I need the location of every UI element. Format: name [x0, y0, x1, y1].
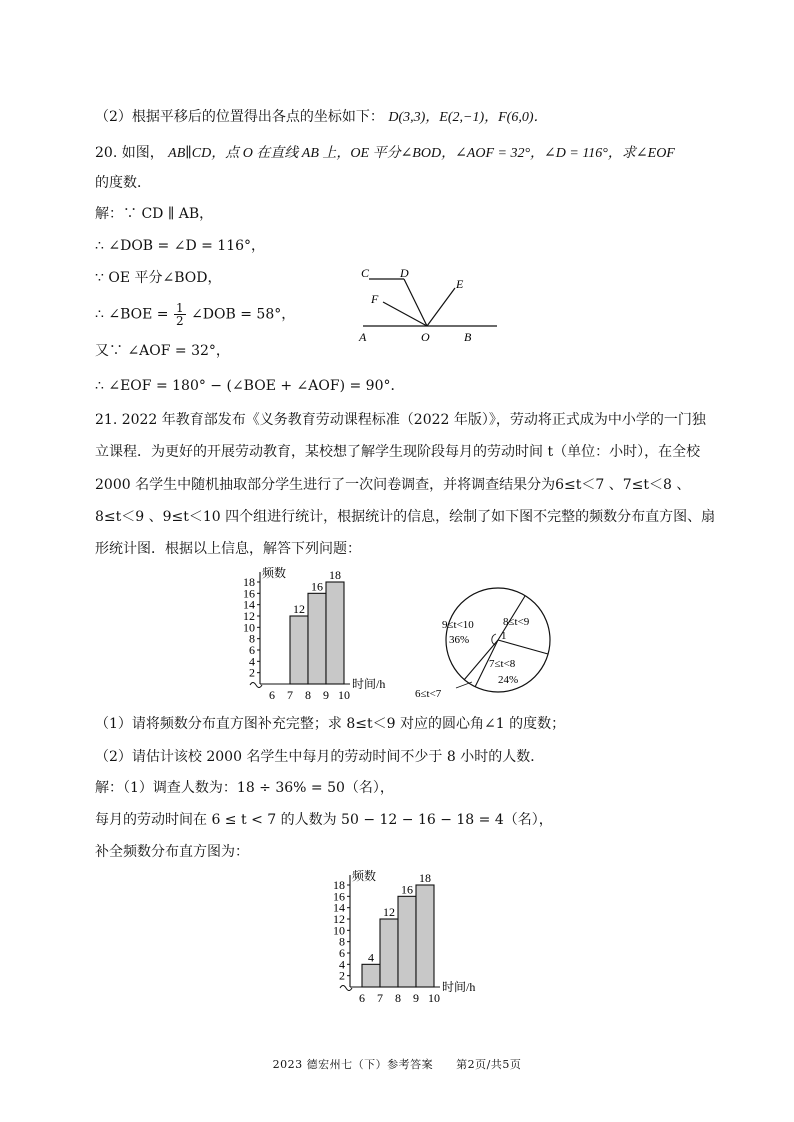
y-tick-label: 12	[333, 912, 345, 926]
y-tick-label: 14	[243, 597, 255, 612]
q20-solution-step5: 又∵ ∠AOF = 32°，	[95, 343, 230, 359]
label-a: A	[359, 330, 367, 344]
label-c: C	[361, 266, 370, 280]
q20-statement-line2: 的度数．	[95, 175, 151, 191]
q19-2-text: （2）根据平移后的位置得出各点的坐标如下：	[95, 109, 384, 125]
q21-statement-line4: 8≤t＜9 、9≤t＜10 四个组进行统计，根据统计的信息，绘制了如下图不完整的频数分布直方图、扇	[95, 509, 716, 525]
histogram-incomplete	[228, 564, 398, 704]
y-tick-label: 10	[333, 923, 345, 938]
ray-of	[383, 302, 427, 326]
q21-subquestion-1: （1）请将频数分布直方图补充完整；求 8≤t＜9 对应的圆心角∠1 的度数；	[95, 716, 566, 732]
x-tick-label: 9	[323, 688, 329, 702]
slice-6-7-label: 6≤t<7	[415, 688, 442, 700]
histogram-bar	[326, 582, 344, 684]
q21-answer-line2: 每月的劳动时间在 6 ≤ t < 7 的人数为 50 − 12 − 16 − 18 = 4（名），	[95, 812, 553, 828]
q21-subquestion-2: （2）请估计该校 2000 名学生中每月的劳动时间不少于 8 小时的人数．	[95, 749, 545, 765]
slice-9-10-percent: 36%	[449, 634, 470, 646]
text-line-q19-2	[95, 107, 548, 128]
q20-conditions: AB∥CD，点 O 在直线 AB 上，OE 平分∠BOD，∠AOF = 32°，∠D = 116°，求∠EOF	[168, 146, 675, 161]
bar-value-label: 4	[368, 950, 374, 965]
bar-value-label: 16	[401, 882, 413, 897]
y-tick-label: 12	[243, 609, 255, 623]
q20-number: 20. 如图，	[95, 145, 164, 161]
q20-solution-step2: ∴ ∠DOB = ∠D = 116°，	[95, 238, 266, 254]
x-tick-label: 6	[359, 991, 365, 1005]
bar-value-label: 12	[293, 602, 305, 616]
label-d: D	[400, 266, 409, 280]
y-tick-label: 6	[339, 946, 345, 960]
x-tick-label: 6	[269, 688, 275, 702]
y-tick-label: 18	[243, 575, 255, 589]
q20-solution-step1: 解：∵ CD ∥ AB，	[95, 206, 214, 222]
q19-2-coordinates: D(3,3)，E(2,−1)，F(6,0)．	[388, 110, 548, 125]
y-tick-label: 8	[249, 631, 255, 646]
bar-value-label: 18	[419, 871, 431, 885]
x-tick-label: 10	[428, 991, 440, 1005]
y-tick-label: 2	[339, 968, 345, 983]
slice-7-8-label: 7≤t<8	[489, 658, 516, 670]
x-axis-label: 时间/h	[352, 677, 386, 691]
x-tick-label: 10	[338, 688, 350, 702]
x-axis-label: 时间/h	[442, 980, 476, 994]
y-tick-label: 10	[243, 620, 255, 635]
slice-8-9-label: 8≤t<9	[503, 616, 530, 628]
y-tick-label: 2	[249, 665, 255, 680]
q20-solution-step6: ∴ ∠EOF = 180° − (∠BOE + ∠AOF) = 90°．	[95, 378, 405, 394]
y-ticks	[333, 878, 350, 983]
angle-1-label: 1	[501, 630, 507, 642]
x-ticks	[359, 991, 440, 1005]
y-tick-label: 14	[333, 900, 345, 915]
slice-9-10-label: 9≤t<10	[442, 619, 474, 631]
x-ticks	[269, 688, 350, 702]
fraction-denominator: 2	[175, 314, 184, 328]
histogram-complete	[318, 866, 488, 1008]
bars	[290, 568, 344, 684]
slice-7-8-percent: 24%	[498, 674, 519, 686]
q21-answer-line3: 补全频数分布直方图为：	[95, 844, 249, 860]
leader-line	[456, 682, 472, 688]
fraction-one-half	[174, 302, 186, 327]
q20-solution-step4	[95, 302, 295, 327]
step4-prefix: ∴ ∠BOE =	[95, 306, 169, 323]
y-tick-label: 18	[333, 878, 345, 892]
q20-solution-step3: ∵ OE 平分∠BOD，	[95, 270, 222, 286]
x-tick-label: 8	[305, 688, 311, 702]
bar-value-label: 18	[329, 568, 341, 582]
ray-oe	[427, 288, 455, 326]
histogram-bar	[362, 964, 380, 987]
geometry-figure	[355, 262, 505, 348]
x-tick-label: 7	[377, 991, 383, 1005]
histogram-bar	[416, 885, 434, 987]
bar-value-label: 12	[383, 905, 395, 919]
histogram-bar	[398, 896, 416, 987]
pie-chart	[412, 580, 572, 708]
y-ticks	[243, 575, 260, 680]
bars	[362, 871, 434, 987]
page-footer: 2023 德宏州七（下）参考答案 第2页/共5页	[272, 1058, 522, 1071]
label-e: E	[456, 277, 464, 291]
q21-statement-line3: 2000 名学生中随机抽取部分学生进行了一次问卷调查，并将调查结果分为6≤t＜7 、7≤t＜8 、	[95, 477, 691, 493]
label-f: F	[371, 292, 379, 306]
y-tick-label: 8	[339, 934, 345, 949]
label-o: O	[421, 330, 430, 344]
y-axis-label: 频数	[262, 566, 287, 580]
histogram-bar	[380, 919, 398, 987]
ray-od	[404, 279, 427, 326]
step4-suffix: ∠DOB = 58°，	[191, 306, 296, 323]
label-b: B	[464, 330, 472, 344]
y-tick-label: 6	[249, 643, 255, 657]
y-axis-label: 频数	[352, 869, 377, 883]
y-tick-label: 16	[333, 889, 345, 904]
x-tick-label: 8	[395, 991, 401, 1005]
y-tick-label: 4	[339, 957, 345, 972]
y-tick-label: 16	[243, 586, 255, 601]
x-tick-label: 9	[413, 991, 419, 1005]
q21-statement-line1: 21. 2022 年教育部发布《义务教育劳动课程标准（2022 年版）》，劳动将正式成为中小学的一门独	[95, 412, 706, 428]
fraction-numerator: 1	[175, 301, 184, 315]
q20-statement-line1	[95, 143, 675, 164]
bar-value-label: 16	[311, 579, 323, 594]
x-tick-label: 7	[287, 688, 293, 702]
q21-statement-line5: 形统计图．根据以上信息，解答下列问题：	[95, 541, 361, 557]
histogram-bar	[290, 616, 308, 684]
histogram-bar	[308, 593, 326, 684]
q21-statement-line2: 立课程．为更好的开展劳动教育，某校想了解学生现阶段每月的劳动时间 t（单位：小时），在全校	[95, 444, 701, 460]
y-tick-label: 4	[249, 654, 255, 669]
q21-answer-line1: 解：（1）调查人数为：18 ÷ 36% = 50（名），	[95, 780, 394, 796]
